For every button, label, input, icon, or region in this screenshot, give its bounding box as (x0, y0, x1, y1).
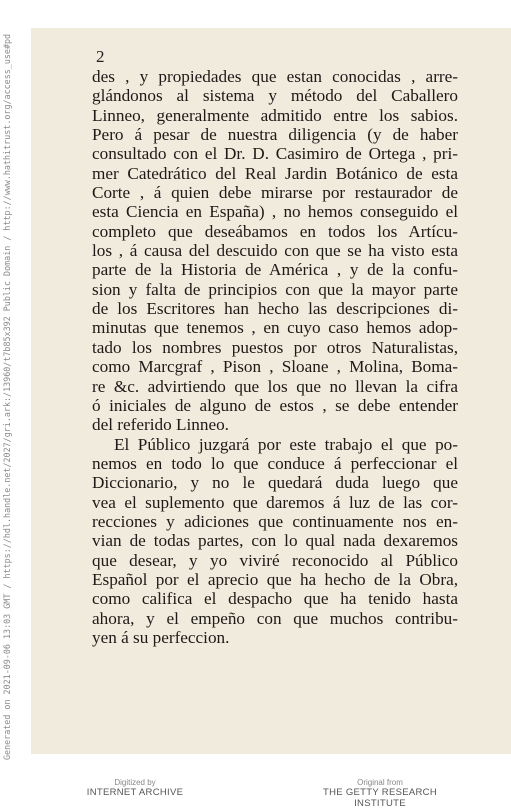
text-line: que desear, y yo viviré reconocido al Público (92, 550, 458, 570)
text-line: recciones y adiciones que continuamente nos en- (92, 511, 458, 531)
source-institution: THE GETTY RESEARCH INSTITUTE (323, 787, 437, 809)
text-line: consultado con el Dr. D. Casimiro de Ortega , pri- (92, 144, 458, 164)
text-line: sion y falta de principios con que la mayor parte (92, 279, 458, 299)
text-line: vea el suplemento que daremos á luz de las cor- (92, 492, 458, 512)
text-line: vian de todas partes, con lo qual nada dexaremos (92, 531, 458, 551)
text-line: tado los nombres puestos por otros Naturalistas, (92, 337, 458, 357)
body-text (92, 67, 458, 647)
text-line: como Marcgraf , Pison , Sloane , Molina, Boma- (92, 357, 458, 377)
original-from-label: Original from (357, 778, 403, 787)
digitizer-credit (75, 778, 195, 798)
text-line: glándonos al sistema y método del Caballero (92, 86, 458, 106)
text-line: mer Catedrático del Real Jardin Botánico de esta (92, 163, 458, 183)
text-line: como califica el despacho que ha tenido hasta (92, 589, 458, 609)
text-line: re &c. advirtiendo que los que no llevan la cifra (92, 376, 458, 396)
text-line: completo que deseábamos en todos los Artícu- (92, 221, 458, 241)
text-line: Linneo, generalmente admitido entre los sabios. (92, 105, 458, 125)
text-line: yen á su perfeccion. (92, 627, 230, 647)
text-line: de los Escritores han hecho las descripciones di- (92, 299, 458, 319)
digitizer-name: INTERNET ARCHIVE (86, 787, 184, 798)
text-line: parte de la Historia de América , y de la confu- (92, 260, 458, 280)
hathitrust-watermark (2, 33, 22, 760)
text-line: nemos en todo lo que conduce á perfeccionar el (92, 453, 458, 473)
page-number: 2 (96, 47, 105, 66)
text-line: esta Ciencia en España) , no hemos conseguido el (92, 202, 458, 222)
digitized-by-label: Digitized by (114, 778, 156, 787)
source-credit (300, 778, 460, 809)
watermark-text: Generated on 2021-09-06 13:03 GMT / https://hdl.handle.net/2027/gri.ark:/13960/t7b85x392 Public Domain / http://www.hathitrust.org/access_use#pd (2, 33, 12, 760)
text-line: los , á causa del descuido con que se ha visto esta (92, 241, 458, 261)
text-line: del referido Linneo. (92, 415, 229, 435)
text-line: Corte , á quien debe mirarse por restaurador de (92, 183, 458, 203)
text-line: Español por el aprecio que ha hecho de la Obra, (92, 569, 458, 589)
text-line: ó iniciales de alguno de estos , se debe entender (92, 395, 458, 415)
text-line: Pero á pesar de nuestra diligencia (y de haber (92, 125, 458, 145)
text-line: Diccionario, y no le quedará duda luego que (92, 473, 458, 493)
text-line: El Público juzgará por este trabajo el que po- (114, 434, 458, 454)
text-line: minutas que tenemos , en cuyo caso hemos adop- (92, 318, 458, 338)
text-line: ahora, y el empeño con que muchos contribu- (92, 608, 458, 628)
text-line: des , y propiedades que estan conocidas , arre- (92, 67, 458, 86)
